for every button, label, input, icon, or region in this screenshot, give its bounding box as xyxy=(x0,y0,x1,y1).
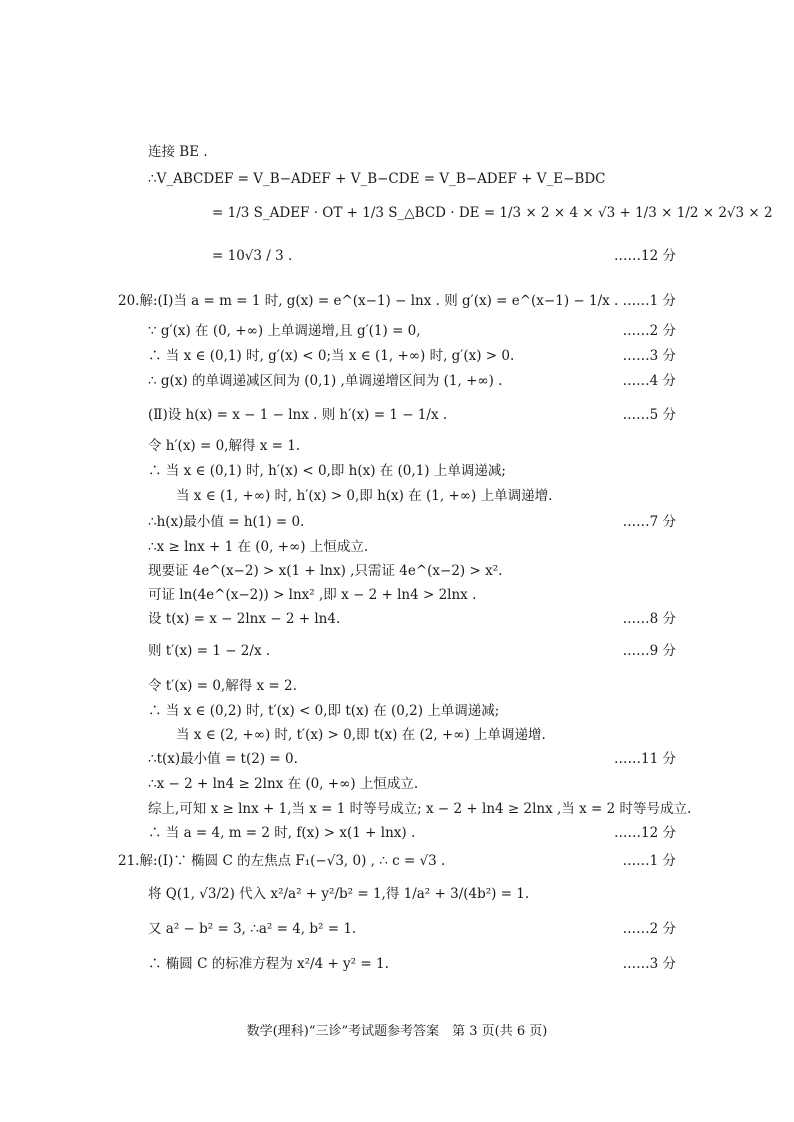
score-mark: ……7 分 xyxy=(622,514,676,530)
text-line: 连接 BE . xyxy=(148,144,208,160)
text-line: = 1/3 S_ADEF · OT + 1/3 S_△BCD · DE = 1/3 × 2 × 4 × √3 + 1/3 × 1/2 × 2√3 × 2 xyxy=(212,205,773,221)
score-mark: ……9 分 xyxy=(622,643,676,659)
text-line: 令 t′(x) = 0,解得 x = 2. xyxy=(148,678,297,694)
text-line: 当 x ∈ (2, +∞) 时, t′(x) > 0,即 t(x) 在 (2, +∞) 上单调递增. xyxy=(176,727,546,743)
score-mark: ……8 分 xyxy=(622,611,676,627)
score-mark: ……3 分 xyxy=(622,348,676,364)
score-mark: ……2 分 xyxy=(622,921,676,937)
score-mark: ……4 分 xyxy=(622,373,676,389)
text-line: 综上,可知 x ≥ lnx + 1,当 x = 1 时等号成立; x − 2 + ln4 ≥ 2lnx ,当 x = 2 时等号成立. xyxy=(148,801,692,817)
text-line: ∴ 当 a = 4, m = 2 时, f(x) > x(1 + lnx) . xyxy=(148,825,416,841)
text-line: = 10√3 / 3 . xyxy=(212,248,293,264)
text-line: ∴ 椭圆 C 的标准方程为 x²/4 + y² = 1. xyxy=(148,956,389,972)
text-line: ∴h(x)最小值 = h(1) = 0. xyxy=(148,514,305,530)
score-mark: ……3 分 xyxy=(622,956,676,972)
text-line: ∴ 当 x ∈ (0,1) 时, g′(x) < 0;当 x ∈ (1, +∞) 时, g′(x) > 0. xyxy=(148,348,515,364)
score-mark: ……1 分 xyxy=(622,293,676,309)
text-line: ∴ 当 x ∈ (0,1) 时, h′(x) < 0,即 h(x) 在 (0,1) 上单调递减; xyxy=(148,463,506,479)
text-line: ∴t(x)最小值 = t(2) = 0. xyxy=(148,751,298,767)
score-mark: ……2 分 xyxy=(622,323,676,339)
score-mark: ……11 分 xyxy=(614,751,676,767)
text-line: 令 h′(x) = 0,解得 x = 1. xyxy=(148,438,301,454)
text-line: 又 a² − b² = 3, ∴a² = 4, b² = 1. xyxy=(148,921,357,937)
text-line: 设 t(x) = x − 2lnx − 2 + ln4. xyxy=(148,611,341,627)
text-line: ∴x ≥ lnx + 1 在 (0, +∞) 上恒成立. xyxy=(148,539,369,555)
text-line: 将 Q(1, √3/2) 代入 x²/a² + y²/b² = 1,得 1/a² + 3/(4b²) = 1. xyxy=(148,886,530,902)
text-line: 20.解:(Ⅰ)当 a = m = 1 时, g(x) = e^(x−1) − lnx . 则 g′(x) = e^(x−1) − 1/x . xyxy=(118,293,619,309)
score-mark: ……5 分 xyxy=(622,407,676,423)
text-line: 21.解:(Ⅰ)∵ 椭圆 C 的左焦点 F₁(−√3, 0) , ∴ c = √3 . xyxy=(118,853,446,869)
text-line: ∴V_ABCDEF = V_B−ADEF + V_B−CDE = V_B−ADEF + V_E−BDC xyxy=(148,171,606,187)
text-line: 则 t′(x) = 1 − 2/x . xyxy=(148,643,271,659)
text-line: ∴ g(x) 的单调递减区间为 (0,1) ,单调递增区间为 (1, +∞) . xyxy=(148,373,503,389)
text-line: 可证 ln(4e^(x−2)) > lnx² ,即 x − 2 + ln4 > 2lnx . xyxy=(148,587,477,603)
score-mark: ……12 分 xyxy=(614,248,676,264)
score-mark: ……1 分 xyxy=(622,853,676,869)
text-line: ∴x − 2 + ln4 ≥ 2lnx 在 (0, +∞) 上恒成立. xyxy=(148,776,419,792)
text-line: 当 x ∈ (1, +∞) 时, h′(x) > 0,即 h(x) 在 (1, +∞) 上单调递增. xyxy=(176,488,553,504)
page-footer: 数学(理科)“三诊”考试题参考答案 第 3 页(共 6 页) xyxy=(246,1024,548,1039)
text-line: ∴ 当 x ∈ (0,2) 时, t′(x) < 0,即 t(x) 在 (0,2) 上单调递减; xyxy=(148,703,500,719)
text-line: ∵ g′(x) 在 (0, +∞) 上单调递增,且 g′(1) = 0, xyxy=(148,323,421,339)
score-mark: ……12 分 xyxy=(614,825,676,841)
text-line: 现要证 4e^(x−2) > x(1 + lnx) ,只需证 4e^(x−2) > x². xyxy=(148,563,503,579)
text-line: (Ⅱ)设 h(x) = x − 1 − lnx . 则 h′(x) = 1 − 1/x . xyxy=(148,407,448,423)
